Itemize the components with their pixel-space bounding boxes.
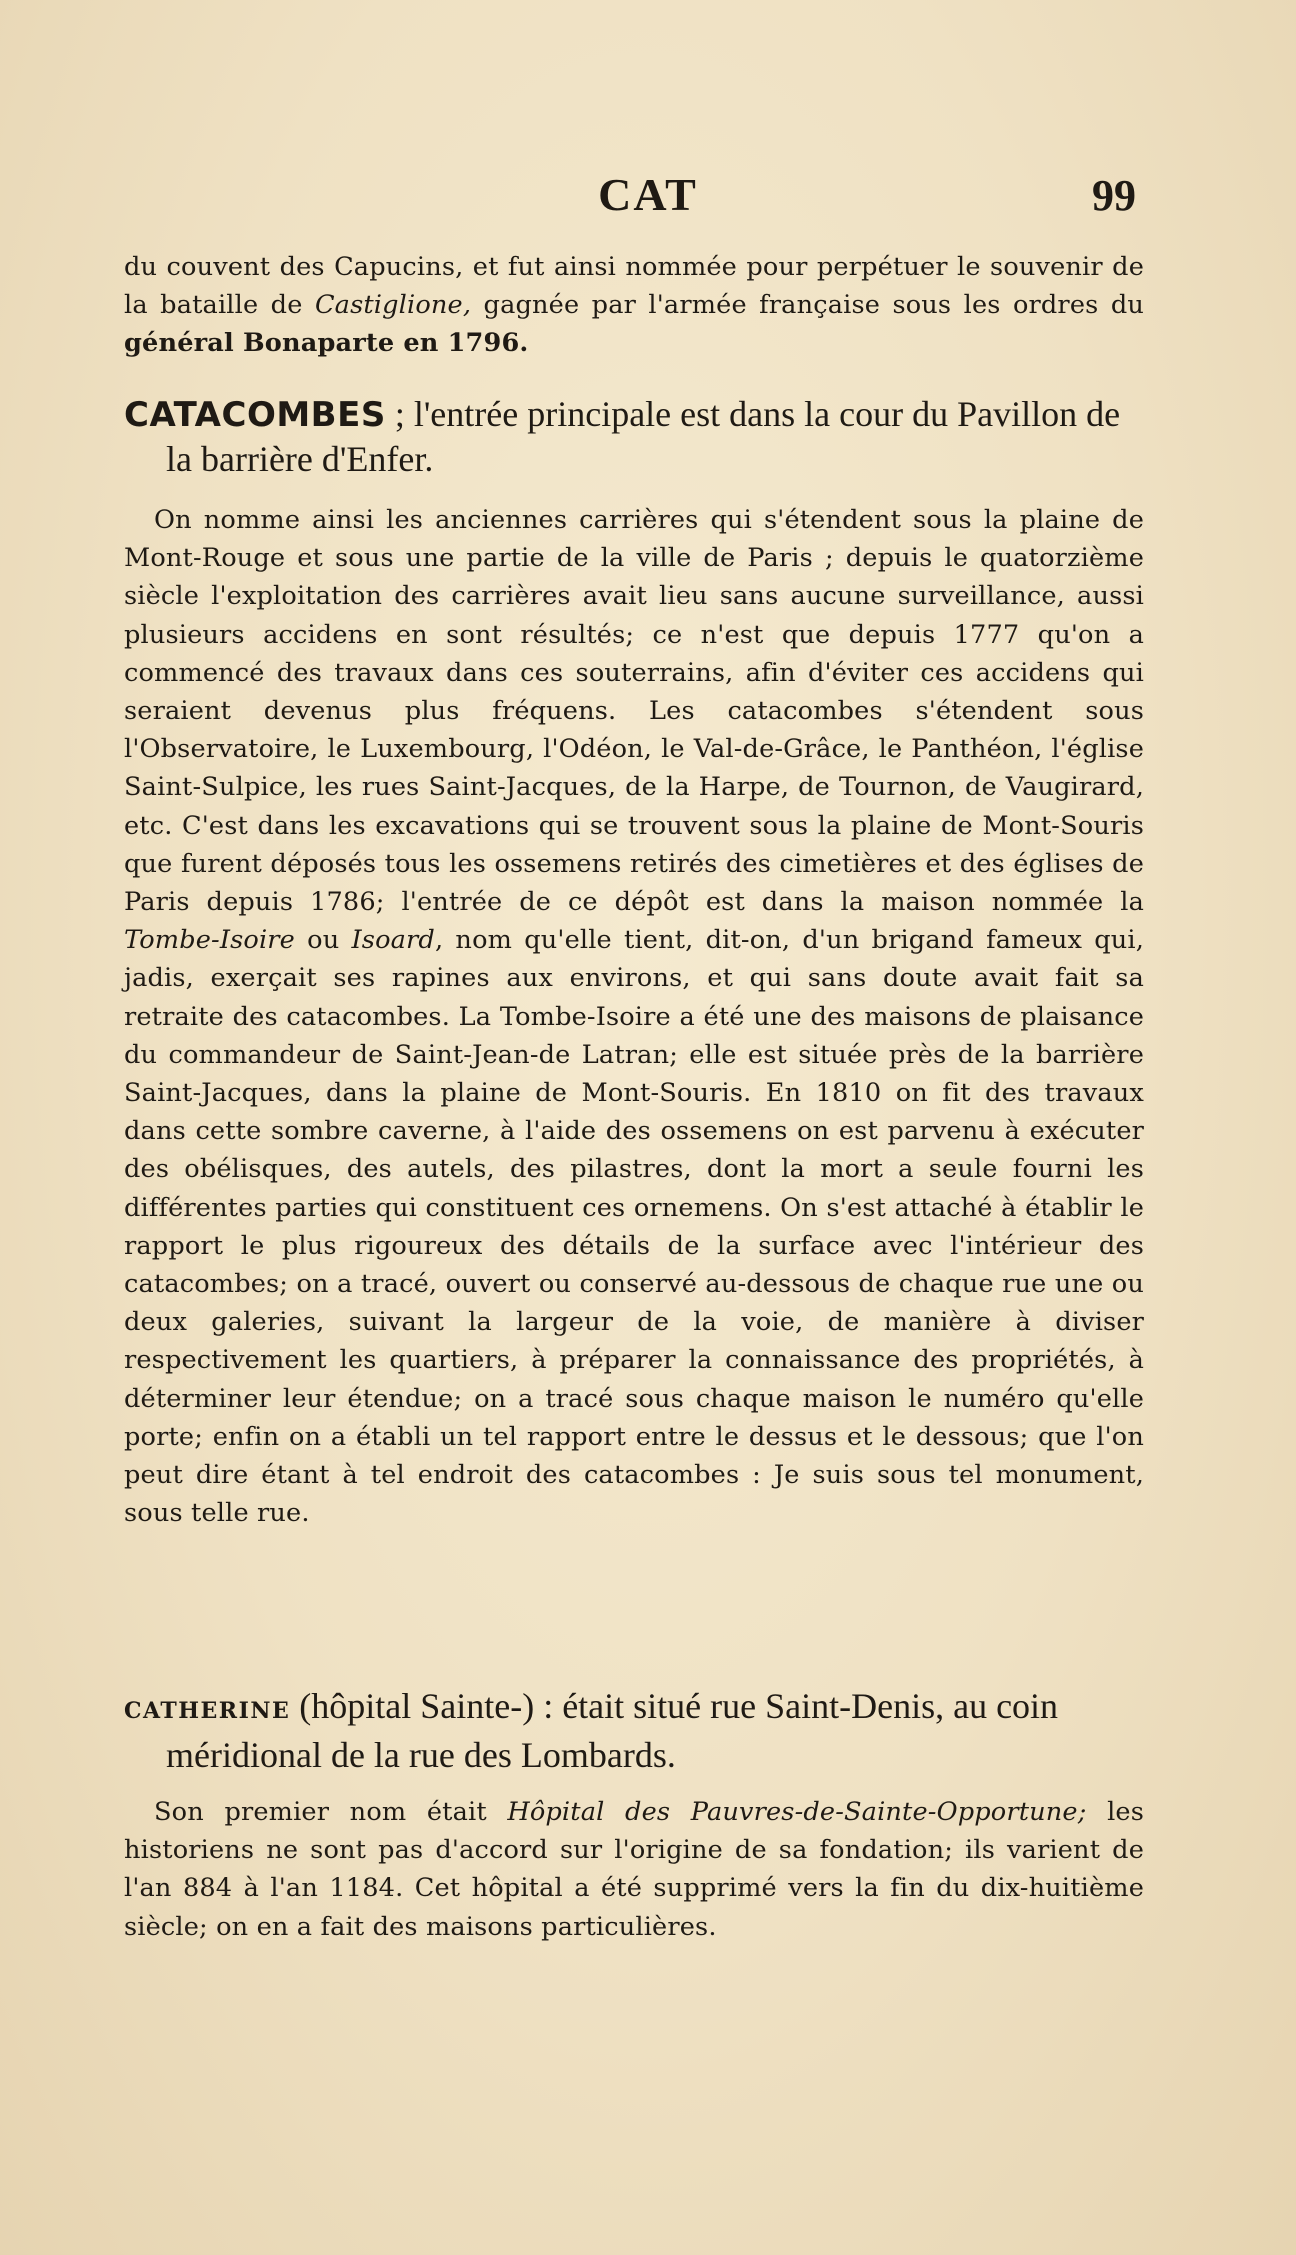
entry-body-italic-2: Isoard [351, 925, 435, 956]
entry-catacombes [124, 392, 1144, 1532]
continuation-block [124, 248, 1144, 363]
entry-heading-text: (hôpital Sainte-) : était situé rue Saint-Denis, au coin méridional de la rue des Lombards. [166, 1686, 1059, 1775]
entry-catherine [124, 1684, 1144, 1946]
entry-headword: CATACOMBES [124, 395, 386, 435]
entry-body [124, 501, 1144, 1532]
running-head [0, 168, 1296, 228]
entry-heading-text: ; l'entrée principale est dans la cour du Pavillon de la barrière d'Enfer. [166, 394, 1121, 479]
continuation-bold: général Bonaparte en 1796. [124, 328, 529, 359]
entry-headword: CATHERINE [124, 1698, 291, 1724]
entry-heading [124, 392, 1144, 481]
entry-body-text-2: ou [294, 925, 352, 956]
continuation-text: du couvent des Capucins, et fut ainsi nommée pour perpétuer le souvenir de la bataille de [124, 252, 1144, 321]
entry-heading [124, 1684, 1144, 1777]
continuation-place-italic: Castiglione, [314, 290, 472, 321]
entry-body-text-2: les historiens ne sont pas d'accord sur l'origine de sa fondation; ils varient de l'an 884 à l'an 1184. Cet hôpital a été supprimé vers la fin du dix-huitième siècle; on en a fait des maisons particulières. [124, 1797, 1144, 1942]
continuation-text-2: gagnée par l'armée française sous les ordres du [471, 290, 1144, 321]
continuation-paragraph [124, 248, 1144, 363]
entry-body-text-1: On nomme ainsi les anciennes carrières qui s'étendent sous la plaine de Mont-Rouge et sous une partie de la ville de Paris ; depuis le quatorzième siècle l'exploitation des carrières avait lieu sans aucune surveillance, aussi plusieurs accidens en sont résultés; ce n'est que depuis 1777 qu'on a commencé des travaux dans ces souterrains, afin d'éviter ces accidens qui seraient devenus plus fréquens. Les catacombes s'étendent sous l'Observatoire, le Luxembourg, l'Odéon, le Val-de-Grâce, le Panthéon, l'église Saint-Sulpice, les rues Saint-Jacques, de la Harpe, de Tournon, de Vaugirard, etc. C'est dans les excavations qui se trouvent sous la plaine de Mont-Souris que furent déposés tous les ossemens retirés des cimetières et des églises de Paris depuis 1786; l'entrée de ce dépôt est dans la maison nommée la [124, 505, 1144, 918]
entry-body-italic-1: Hôpital des Pauvres-de-Sainte-Opportune; [507, 1797, 1087, 1827]
entry-body [124, 1793, 1144, 1946]
entry-body-text-3: , nom qu'elle tient, dit-on, d'un brigand fameux qui, jadis, exerçait ses rapines aux environs, et qui sans doute avait fait sa retraite des catacombes. La Tombe-Isoire a été une des maisons de plaisance du commandeur de Saint-Jean-de Latran; elle est située près de la barrière Saint-Jacques, dans la plaine de Mont-Souris. En 1810 on fit des travaux dans cette sombre caverne, à l'aide des ossemens on est parvenu à exécuter des obélisques, des autels, des pilastres, dont la mort a seule fourni les différentes parties qui constituent ces ornemens. On s'est attaché à établir le rapport le plus rigoureux des détails de la surface avec l'intérieur des catacombes; on a tracé, ouvert ou conservé au-dessous de chaque rue une ou deux galeries, suivant la largeur de la voie, de manière à diviser respectivement les quartiers, à préparer la connaissance des propriétés, à déterminer leur étendue; on a tracé sous chaque maison le numéro qu'elle porte; enfin on a établi un tel rapport entre le dessus et le dessous; que l'on peut dire étant à tel endroit des catacombes : Je suis sous tel monument, sous telle rue. [124, 925, 1145, 1529]
running-head-title: CAT [598, 169, 698, 220]
entry-body-italic-1: Tombe-Isoire [124, 925, 295, 956]
entry-body-text-1: Son premier nom était [154, 1797, 508, 1827]
page-number: 99 [1092, 171, 1136, 220]
